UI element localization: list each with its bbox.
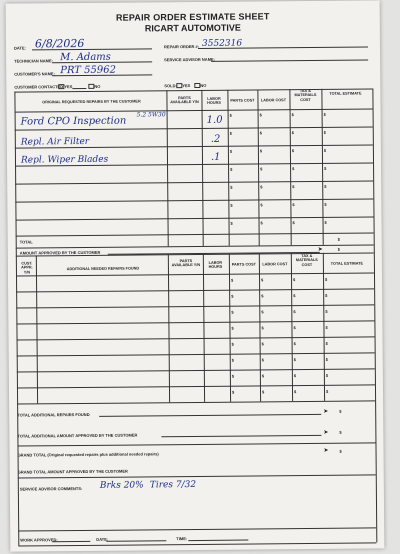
repair-order-value: 3552316: [201, 38, 243, 49]
labor-hours-2: .2: [210, 133, 221, 145]
th2-parts-available: PARTS AVAILABLE Y/N: [171, 259, 201, 268]
currency-sign: $: [323, 129, 327, 135]
sheet-title: REPAIR ORDER ESTIMATE SHEET: [115, 11, 270, 23]
contacted-yes-label: YES: [64, 84, 73, 90]
currency-sign: $: [293, 389, 297, 395]
currency-sign: $: [231, 325, 234, 331]
currency-sign: $: [260, 184, 263, 190]
currency-sign: $: [259, 130, 263, 136]
currency-sign: $: [261, 373, 265, 379]
grand-total-label: GRAND TOTAL (Original requested repairs plus additional needed repairs): [17, 451, 159, 458]
currency-sign: $: [325, 324, 328, 330]
table-column-line: [203, 254, 205, 402]
table-row-line: [15, 198, 373, 202]
table-row-line: [17, 400, 375, 404]
currency-sign: $: [293, 373, 297, 379]
currency-sign: $: [292, 202, 295, 208]
currency-sign: $: [325, 292, 328, 298]
currency-sign: $: [325, 276, 328, 282]
currency-sign: $: [259, 112, 262, 118]
currency-sign: $: [291, 112, 294, 118]
section-divider: [18, 527, 376, 531]
th2-tax-materials: TAX & MATERIALS COST: [295, 253, 318, 267]
currency-sign: $: [231, 373, 235, 379]
th-parts-cost: PARTS COST: [230, 98, 255, 103]
th2-labor-hours: LABOR HOURS: [208, 260, 223, 270]
sold-no-label: NO: [200, 82, 207, 88]
currency-sign: $: [230, 166, 233, 172]
work-approved-line: [52, 541, 90, 542]
total-additional-label: TOTAL ADDITIONAL REPAIRS FOUND: [17, 411, 90, 418]
section-divider: [18, 474, 376, 478]
currency-sign: $: [337, 246, 341, 252]
oil-note: 5.2 5W30: [136, 111, 166, 119]
table-row-line: [16, 232, 374, 236]
contacted-label: CUSTOMER CONTACTED:: [14, 84, 65, 90]
currency-sign: $: [324, 201, 327, 207]
currency-sign: $: [339, 408, 342, 414]
th2-total-estimate: TOTAL ESTIMATE: [330, 261, 364, 266]
approved-date-label: DATE:: [96, 536, 109, 542]
currency-sign: $: [291, 130, 295, 136]
currency-sign: $: [323, 111, 326, 117]
approved-time-label: TIME:: [176, 536, 188, 542]
th-original-repairs: ORIGINAL REQUESTED REPAIRS BY THE CUSTOMER: [42, 99, 141, 105]
technician-label: TECHNICIAN NAME:: [14, 58, 54, 64]
currency-sign: $: [259, 148, 263, 154]
labor-hours-3: .1: [210, 151, 221, 163]
approved-time-line: [188, 540, 248, 542]
currency-sign: $: [230, 220, 233, 226]
table-row-line: [15, 180, 373, 184]
currency-sign: $: [325, 356, 328, 362]
currency-sign: $: [260, 220, 263, 226]
table-column-line: [36, 255, 38, 403]
customer-label: CUSTOMER'S NAME:: [14, 71, 55, 77]
currency-sign: $: [261, 341, 264, 347]
comments-label: SERVICE ADVISOR COMMENTS:: [19, 485, 83, 492]
currency-sign: $: [293, 357, 296, 363]
currency-sign: $: [260, 202, 263, 208]
th-additional-repairs: ADDITIONAL NEEDED REPAIRS FOUND: [66, 266, 140, 272]
currency-sign: $: [325, 340, 328, 346]
currency-sign: $: [325, 388, 329, 394]
currency-sign: $: [339, 448, 342, 454]
customer-value: PRT 55962: [60, 64, 116, 77]
currency-sign: $: [324, 219, 327, 225]
currency-sign: $: [337, 236, 340, 242]
work-approved-label: WORK APPROVED:: [20, 537, 58, 543]
currency-sign: $: [293, 325, 296, 331]
currency-sign: $: [261, 325, 264, 331]
comments-tires: Tires 7/32: [149, 479, 197, 491]
currency-sign: $: [229, 148, 233, 154]
currency-sign: $: [293, 293, 296, 299]
contacted-yes-line: [72, 88, 86, 89]
sold-label: SOLD:: [164, 83, 177, 89]
table-row-line: [17, 352, 375, 356]
currency-sign: $: [231, 389, 235, 395]
currency-sign: $: [231, 277, 234, 283]
th-cust-appr: CUST. APPR. Y/N: [21, 261, 33, 275]
currency-sign: $: [229, 130, 233, 136]
section-divider: [17, 442, 375, 446]
total-additional-approved-label: TOTAL ADDITIONAL AMOUNT APPROVED BY THE CUSTOMER: [17, 432, 138, 439]
currency-sign: $: [261, 277, 264, 283]
table1-total-label: TOTAL: [19, 239, 33, 245]
th-total-estimate: TOTAL ESTIMATE: [329, 91, 362, 96]
currency-sign: $: [261, 357, 264, 363]
total-additional-approved-line: [161, 435, 321, 437]
approved-date-line: [106, 540, 166, 542]
arrow-icon: ➤: [323, 429, 329, 436]
currency-sign: $: [231, 309, 234, 315]
table-row-line: [16, 272, 374, 276]
currency-sign: $: [323, 147, 327, 153]
repair-order-label: REPAIR ORDER #:: [163, 43, 200, 50]
currency-sign: $: [231, 341, 234, 347]
total-additional-line: [99, 414, 321, 417]
table-row-line: [16, 320, 374, 324]
currency-sign: $: [324, 165, 327, 171]
currency-sign: $: [325, 372, 329, 378]
table-column-line: [168, 254, 170, 402]
arrow-icon: ➤: [323, 408, 329, 415]
th-tax-materials: TAX & MATERIALS COST: [294, 88, 317, 102]
table-border: [18, 542, 376, 546]
currency-sign: $: [325, 308, 328, 314]
grand-total-approved-label: GRAND TOTAL AMOUNT APPROVED BY THE CUSTOMER: [17, 468, 128, 475]
labor-hours-1: 1.0: [206, 114, 223, 126]
arrow-icon: ➤: [323, 447, 329, 454]
currency-sign: $: [261, 389, 265, 395]
sold-yes-label: YES: [182, 83, 191, 89]
currency-sign: $: [293, 277, 296, 283]
currency-sign: $: [261, 293, 264, 299]
technician-value: M. Adams: [60, 51, 111, 64]
currency-sign: $: [292, 220, 295, 226]
table-column-line: [166, 90, 168, 246]
table-row-line: [16, 304, 374, 308]
table-row-line: [17, 336, 375, 340]
currency-sign: $: [260, 166, 263, 172]
date-value: 6/8/2026: [34, 36, 85, 51]
table-row-line: [16, 216, 374, 220]
table-border: [14, 92, 19, 546]
currency-sign: $: [230, 184, 233, 190]
currency-sign: $: [261, 309, 264, 315]
th-parts-available: PARTS AVAILABLE Y/N: [170, 96, 199, 105]
currency-sign: $: [231, 293, 234, 299]
currency-sign: $: [339, 429, 342, 435]
currency-sign: $: [229, 112, 232, 118]
table-column-line: [201, 90, 203, 246]
table-row-line: [16, 288, 374, 292]
table-row-line: [15, 108, 373, 112]
contacted-no-label: NO: [94, 83, 101, 89]
comments-brakes: Brks 20%: [99, 480, 144, 491]
currency-sign: $: [293, 341, 296, 347]
currency-sign: $: [292, 166, 295, 172]
company-name: RICART AUTOMOTIVE: [144, 22, 241, 34]
table-row-line: [17, 384, 375, 388]
advisor-label: SERVICE ADVISOR NAME:: [164, 56, 216, 63]
currency-sign: $: [293, 309, 296, 315]
th-labor-cost: LABOR COST: [260, 98, 287, 103]
currency-sign: $: [230, 202, 233, 208]
currency-sign: $: [291, 148, 295, 154]
repair-item-2: Repl. Air Filter: [20, 136, 90, 148]
repair-item-3: Repl. Wiper Blades: [20, 154, 109, 166]
currency-sign: $: [292, 184, 295, 190]
table-row-line: [17, 368, 375, 372]
amount-approved-label: AMOUNT APPROVED BY THE CUSTOMER: [19, 249, 101, 256]
currency-sign: $: [324, 183, 327, 189]
th2-labor-cost: LABOR COST: [262, 262, 288, 267]
date-label: DATE:: [13, 45, 26, 51]
repair-item-1: Ford CPO Inspection: [20, 115, 127, 128]
currency-sign: $: [231, 357, 234, 363]
arrow-icon: ➤: [317, 246, 323, 253]
th2-parts-cost: PARTS COST: [231, 262, 257, 267]
advisor-line: [211, 59, 368, 61]
th-labor-hours: LABOR HOURS: [207, 96, 221, 106]
estimate-sheet: [6, 0, 385, 551]
